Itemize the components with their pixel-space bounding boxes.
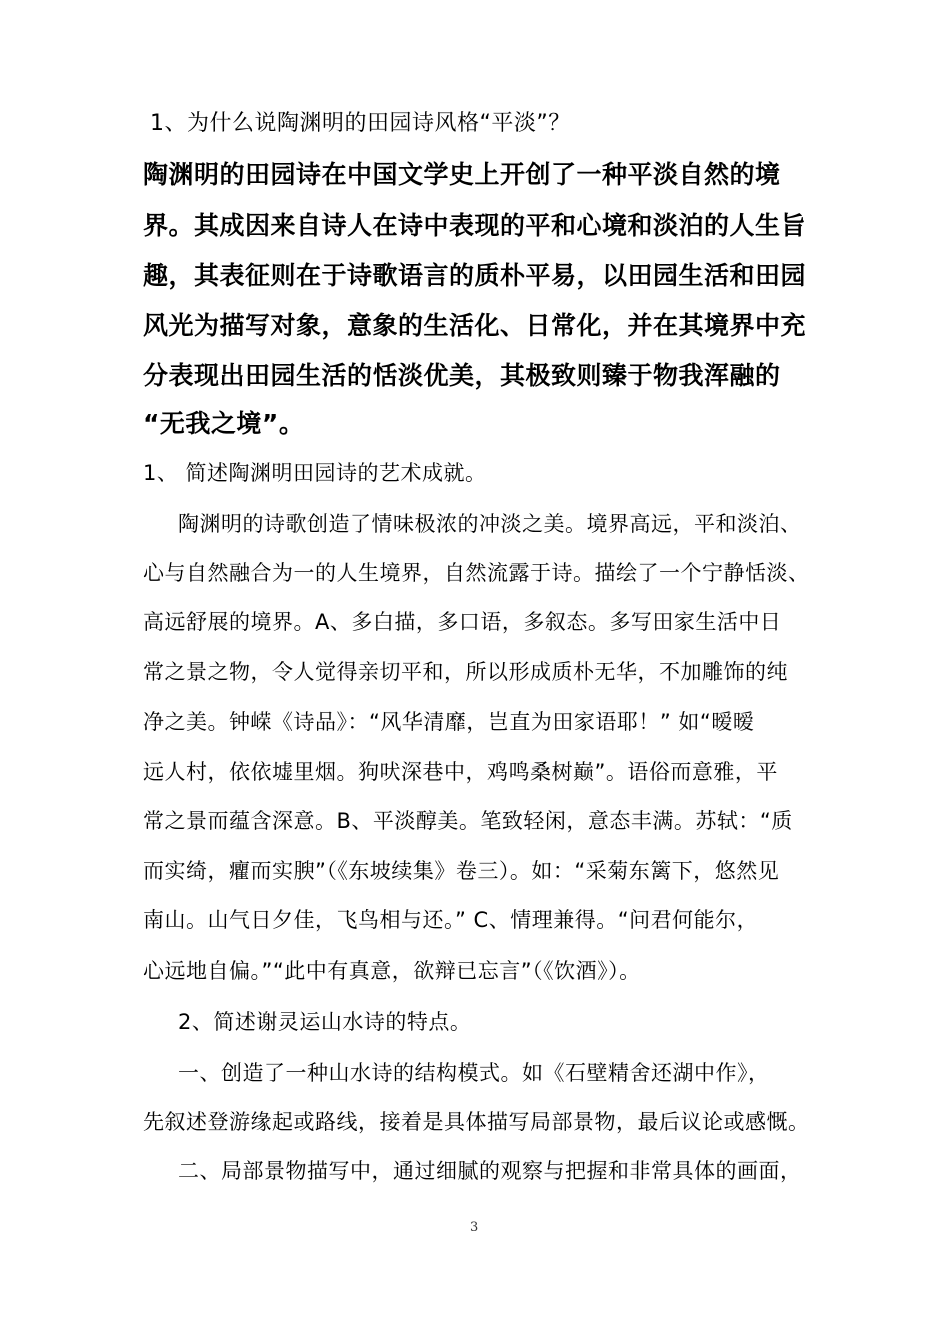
answer-1-line: 分表现出田园生活的恬淡优美，其极致则臻于物我浑融的 xyxy=(143,361,781,390)
question-2-heading: 1、 简述陶渊明田园诗的艺术成就。 xyxy=(143,461,487,485)
answer-1-line: 风光为描写对象，意象的生活化、日常化，并在其境界中充 xyxy=(143,311,807,340)
answer-2-line: 心远地自偏。”“此中有真意，欲辩已忘言”（《饮酒》）。 xyxy=(143,959,641,983)
answer-3-line: 二、局部景物描写中，通过细腻的观察与把握和非常具体的画面， xyxy=(178,1159,802,1183)
question-3-heading: 2、简述谢灵运山水诗的特点。 xyxy=(178,1010,472,1034)
answer-2-line: 常之景之物，令人觉得亲切平和，所以形成质朴无华，不加雕饰的纯 xyxy=(143,660,788,684)
answer-2-line: 南山。山气日夕佳，飞鸟相与还。” C、情理兼得。“问君何能尔， xyxy=(143,908,759,932)
answer-2-line: 净之美。钟嵘《诗品》：“风华清靡，岂直为田家语耶！” 如“暧暧 xyxy=(143,710,755,734)
answer-3-line: 一、创造了一种山水诗的结构模式。如《石壁精舍还湖中作》， xyxy=(178,1061,770,1085)
question-1-heading: 1、为什么说陶渊明的田园诗风格“平淡”？ xyxy=(150,111,571,136)
answer-1-line: “无我之境”。 xyxy=(143,409,305,438)
answer-1-line: 陶渊明的田园诗在中国文学史上开创了一种平淡自然的境 xyxy=(143,160,781,189)
answer-1-line: 趣，其表征则在于诗歌语言的质朴平易，以田园生活和田园 xyxy=(143,261,807,290)
answer-2-line: 陶渊明的诗歌创造了情味极浓的冲淡之美。境界高远，平和淡泊、 xyxy=(178,512,802,536)
answer-2-line: 远人村，依依墟里烟。狗吠深巷中，鸡鸣桑树巅”。语俗而意雅，平 xyxy=(143,760,778,784)
answer-2-line: 常之景而蕴含深意。B、平淡醇美。笔致轻闲，意态丰满。苏轼：“质 xyxy=(143,809,793,833)
answer-2-line: 高远舒展的境界。A、多白描，多口语，多叙态。多写田家生活中日 xyxy=(143,610,782,634)
answer-1-line: 界。其成因来自诗人在诗中表现的平和心境和淡泊的人生旨 xyxy=(143,211,807,240)
answer-2-line: 而实绮，癯而实腴”（《东坡续集》卷三）。如：“采菊东篱下，悠然见 xyxy=(143,859,780,883)
answer-3-line: 先叙述登游缘起或路线，接着是具体描写局部景物，最后议论或感慨。 xyxy=(143,1110,810,1134)
page-number: 3 xyxy=(470,1220,479,1235)
answer-2-line: 心与自然融合为一的人生境界，自然流露于诗。描绘了一个宁静恬淡、 xyxy=(143,561,810,585)
